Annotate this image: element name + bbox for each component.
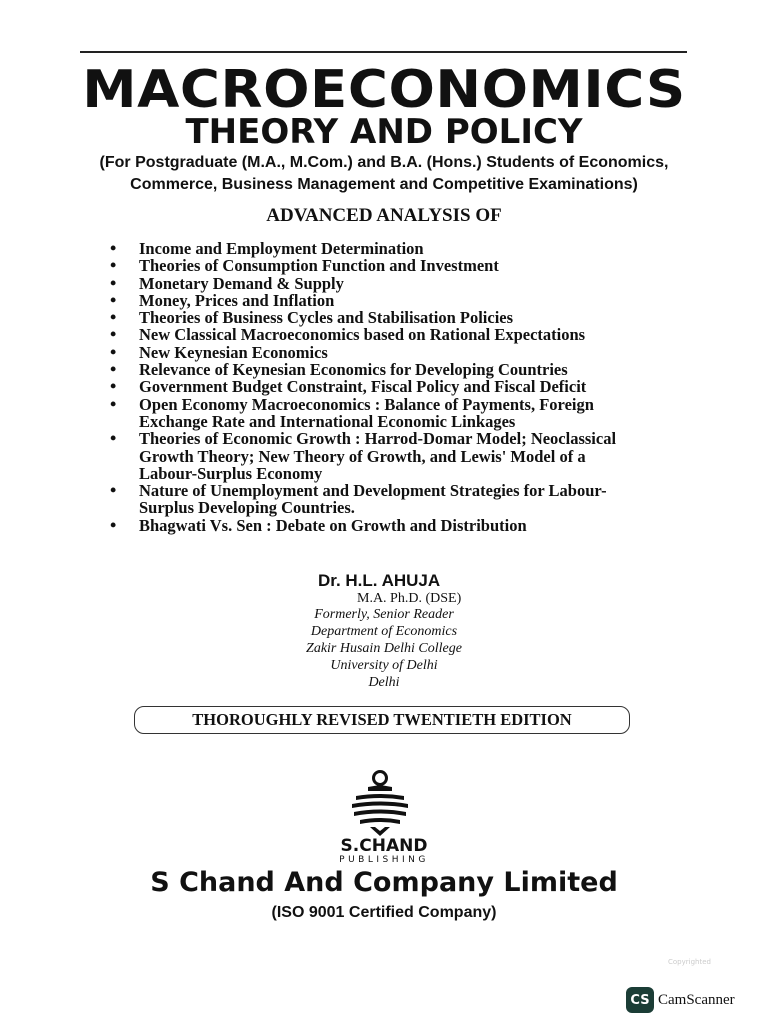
affiliation-line: Department of Economics	[310, 624, 458, 639]
camscanner-label: CamScanner	[658, 991, 735, 1008]
top-rule	[80, 51, 687, 53]
topic-item: • Money, Prices and Inflation	[108, 292, 639, 309]
affiliation-line: Zakir Husain Delhi College	[306, 641, 462, 656]
author-name: Dr. H.L. AHUJA	[318, 571, 441, 590]
edition-badge: THOROUGHLY REVISED TWENTIETH EDITION	[134, 706, 630, 734]
topic-item: • Bhagwati Vs. Sen : Debate on Growth and Distribution	[108, 517, 639, 534]
publisher-tagline: PUBLISHING	[339, 855, 429, 865]
topic-item: • New Classical Macroeconomics based on Rational Expectations	[108, 326, 639, 343]
topic-item: • Nature of Unemployment and Development Strategies for Labour-Surplus Developing Countries.	[108, 482, 619, 517]
topic-item: • Government Budget Constraint, Fiscal Policy and Fiscal Deficit	[108, 378, 639, 395]
camscanner-icon: CS	[626, 987, 654, 1013]
publisher-name: S Chand And Company Limited	[150, 867, 618, 898]
topic-item: • New Keynesian Economics	[108, 344, 639, 361]
audience-line-1: (For Postgraduate (M.A., M.Com.) and B.A. (Hons.) Students of Economics,	[99, 154, 669, 171]
publisher-certification: (ISO 9001 Certified Company)	[271, 904, 497, 921]
copyright-watermark: Copyrighted	[668, 958, 711, 966]
audience-line-2: Commerce, Business Management and Competitive Examinations)	[130, 176, 638, 193]
topic-item: • Theories of Consumption Function and Investment	[108, 257, 639, 274]
topic-item: • Relevance of Keynesian Economics for Developing Countries	[108, 361, 639, 378]
affiliation-line: University of Delhi	[330, 658, 438, 673]
publisher-brand: S.CHAND	[340, 836, 428, 856]
topic-item: • Income and Employment Determination	[108, 240, 639, 257]
topic-item: • Open Economy Macroeconomics : Balance of Payments, Foreign Exchange Rate and International Economic Linkages	[108, 396, 639, 431]
book-title: MACROECONOMICS	[82, 60, 686, 120]
analysis-heading: ADVANCED ANALYSIS OF	[266, 205, 502, 226]
affiliation-line: Formerly, Senior Reader	[314, 607, 454, 622]
book-subtitle: THEORY AND POLICY	[185, 112, 583, 152]
publisher-logo	[340, 770, 420, 840]
topic-item: • Monetary Demand & Supply	[108, 275, 639, 292]
camscanner-mark	[626, 987, 735, 1013]
topic-item: • Theories of Business Cycles and Stabilisation Policies	[108, 309, 639, 326]
topics-list	[108, 240, 639, 534]
author-degrees: M.A. Ph.D. (DSE)	[357, 591, 462, 606]
affiliation-line: Delhi	[368, 675, 400, 690]
topic-item: • Theories of Economic Growth : Harrod-Domar Model; Neoclassical Growth Theory; New Theory of Growth, and Lewis' Model of a Labour-Surplus Economy	[108, 430, 619, 482]
